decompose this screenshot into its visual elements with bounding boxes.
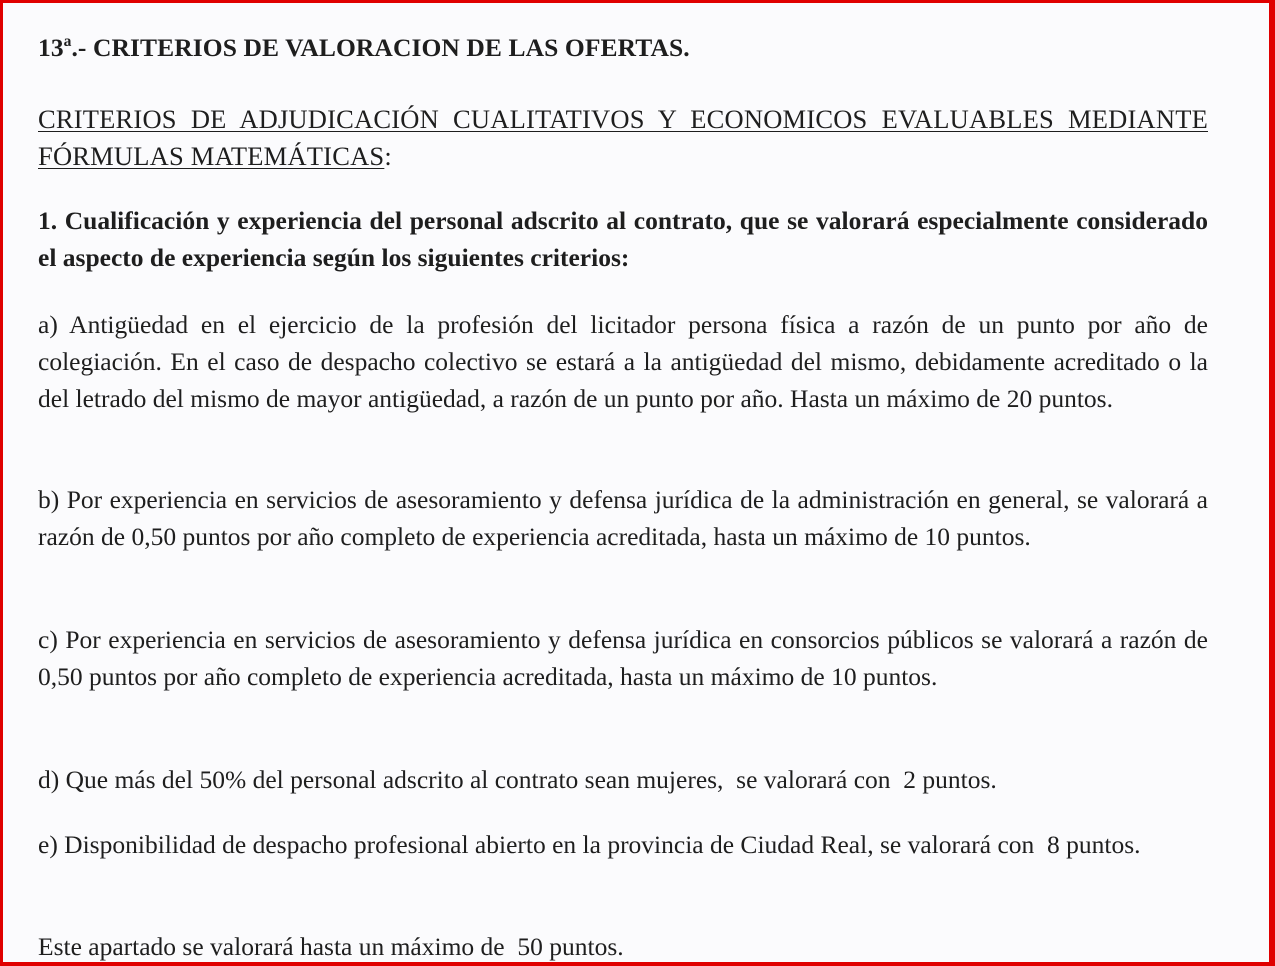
criterion-d-paragraph: d) Que más del 50% del personal adscrito al contrato sean mujeres, se valorará con 2 puntos. [38,765,997,794]
criteria-subheading-colon: : [384,141,392,171]
criteria-subheading [38,101,1208,175]
criterion-a-paragraph: a) Antigüedad en el ejercicio de la profesión del licitador persona física a razón de un punto por año de colegiación. En el caso de despacho colectivo se estará a la antigüedad del mismo, debidamente acreditado o la del letrado del mismo de mayor antigüedad, a razón de un punto por año. Hasta un máximo de 20 puntos. [38,310,1208,413]
criteria-subheading-text: CRITERIOS DE ADJUDICACIÓN CUALITATIVOS Y ECONOMICOS EVALUABLES MEDIANTE FÓRMULAS MATEMÁTICAS [38,104,1208,171]
criterion-c-paragraph: c) Por experiencia en servicios de asesoramiento y defensa jurídica en consorcios públicos se valorará a razón de 0,50 puntos por año completo de experiencia acreditada, hasta un máximo de 10 puntos. [38,625,1208,691]
criterion-e-paragraph: e) Disponibilidad de despacho profesional abierto en la provincia de Ciudad Real, se valorará con 8 puntos. [38,830,1141,859]
criterion-b-paragraph: b) Por experiencia en servicios de asesoramiento y defensa jurídica de la administración en general, se valorará a razón de 0,50 puntos por año completo de experiencia acreditada, hasta un máximo de 10 puntos. [38,485,1208,551]
total-points-note: Este apartado se valorará hasta un máximo de 50 puntos. [38,932,624,961]
section-heading: 13ª.- CRITERIOS DE VALORACION DE LAS OFERTAS. [38,33,690,62]
criterion-1-title: 1. Cualificación y experiencia del personal adscrito al contrato, que se valorará especialmente considerado el aspecto de experiencia según los siguientes criterios: [38,206,1208,272]
